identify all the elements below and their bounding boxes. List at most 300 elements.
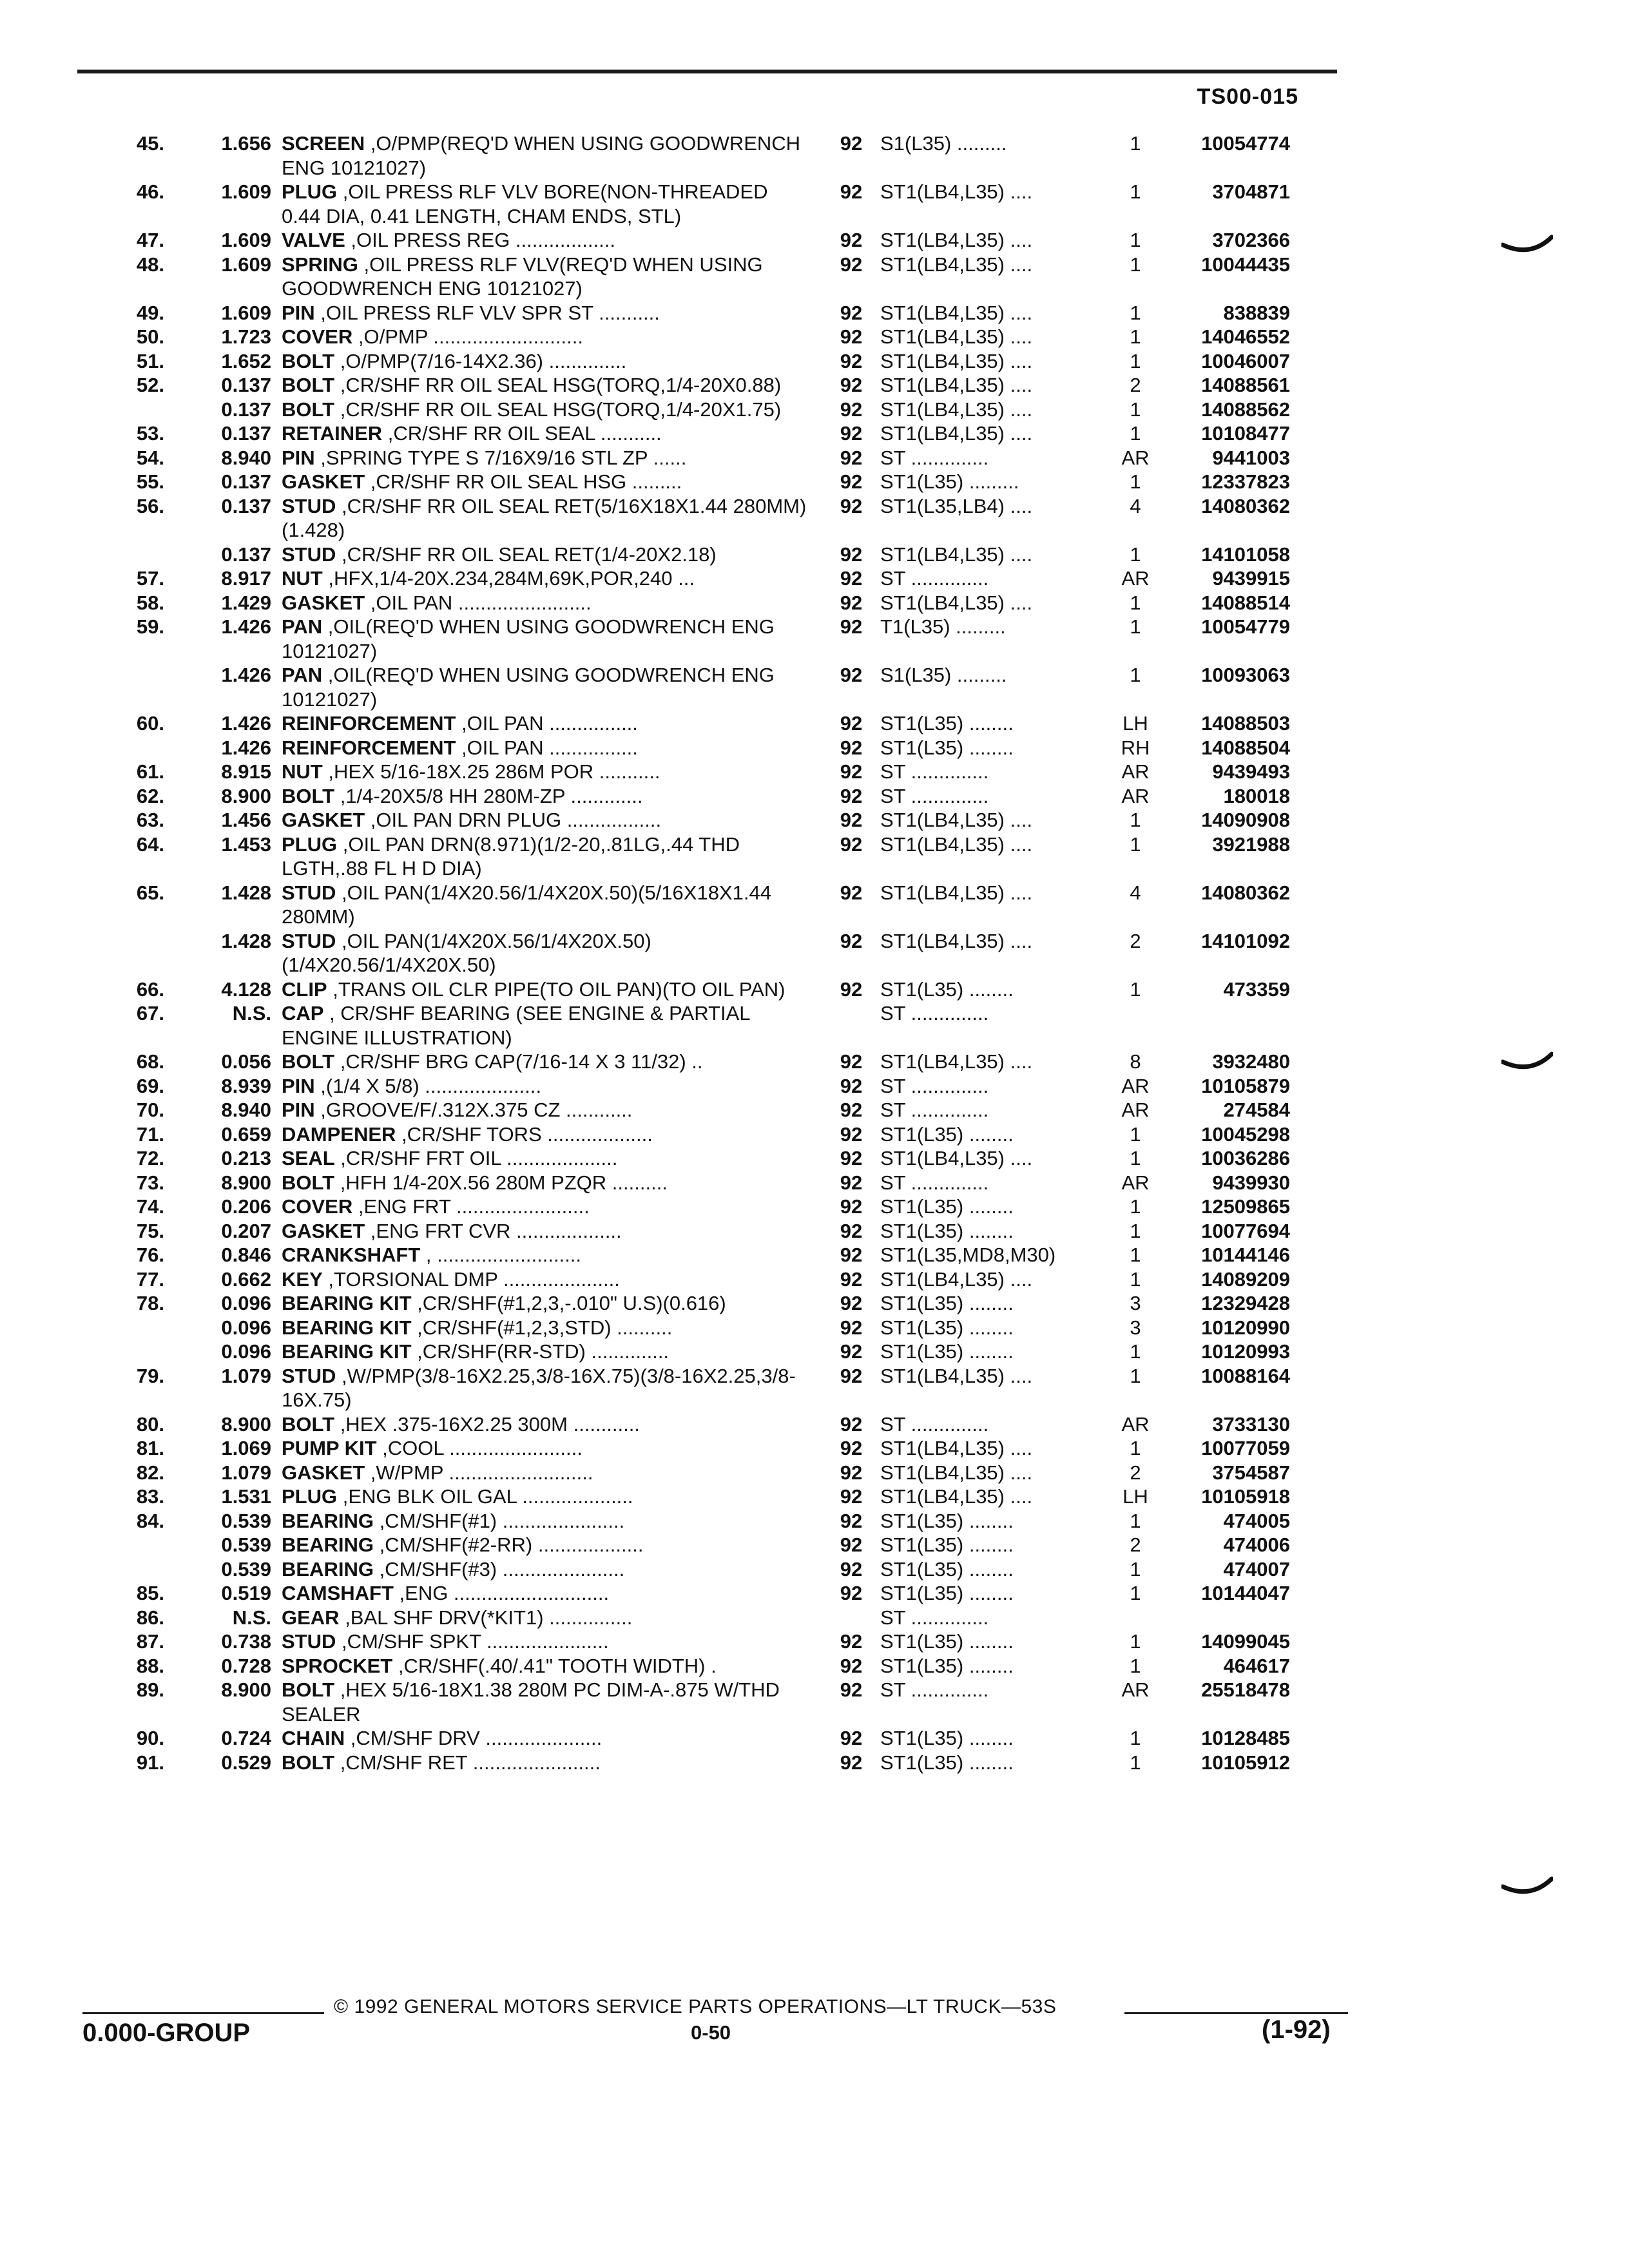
model-year: 92: [840, 1412, 863, 1436]
part-row: [90, 1436, 1353, 1461]
quantity: 1: [1130, 229, 1141, 251]
quantity: 1: [1130, 1244, 1141, 1266]
group-number: 0.539: [221, 1557, 271, 1581]
group-number: 0.519: [221, 1582, 271, 1604]
vehicle-model: ST ..............: [880, 1099, 989, 1121]
vehicle-model: ST1(LB4,L35) ....: [880, 881, 1033, 904]
group-number: 1.069: [221, 1437, 271, 1459]
part-name: BOLT: [282, 349, 335, 372]
group-number: 0.529: [221, 1751, 271, 1774]
binding-hole-mark-bottom: [1501, 1875, 1553, 1901]
part-number: 14080362: [1201, 881, 1290, 904]
part-description: [282, 1195, 831, 1219]
ref-number: 82.: [136, 1461, 164, 1484]
vehicle-model: ST1(LB4,L35) ....: [880, 1364, 1033, 1387]
vehicle-model: ST ..............: [880, 1678, 989, 1701]
quantity: 2: [1130, 1533, 1141, 1556]
ref-number: 72.: [136, 1147, 164, 1169]
group-number: 0.096: [221, 1340, 271, 1363]
part-number: 274584: [1223, 1099, 1290, 1121]
part-description: [282, 784, 831, 809]
part-detail: ,ENG FRT CVR ...................: [365, 1219, 622, 1242]
part-row: [90, 1001, 1353, 1050]
part-row: [90, 1195, 1353, 1219]
part-name: BEARING KIT: [282, 1340, 412, 1363]
part-row: [90, 977, 1353, 1002]
part-number: 10036286: [1201, 1147, 1290, 1169]
ref-number: 56.: [136, 494, 164, 517]
part-number: 12509865: [1201, 1195, 1290, 1218]
part-number: 14099045: [1201, 1630, 1290, 1653]
vehicle-model: ST1(LB4,L35) ....: [880, 374, 1033, 396]
part-name: BOLT: [282, 784, 335, 807]
model-year: 92: [840, 664, 863, 686]
part-description: [282, 832, 831, 881]
group-number: 0.659: [221, 1122, 271, 1146]
quantity: AR: [1121, 1074, 1150, 1097]
part-number: 10144047: [1201, 1582, 1290, 1604]
part-detail: ,CR/SHF RR OIL SEAL HSG .........: [365, 470, 682, 493]
part-detail: ,O/PMP(7/16-14X2.36) ..............: [334, 349, 627, 372]
part-name: KEY: [282, 1267, 323, 1291]
part-name: CRANKSHAFT: [282, 1244, 421, 1266]
ref-number: 64.: [136, 832, 164, 856]
ref-number: 61.: [136, 760, 164, 783]
vehicle-model: ST1(LB4,L35) ....: [880, 325, 1033, 348]
part-number: 14089209: [1201, 1267, 1290, 1291]
part-number: 14088503: [1201, 712, 1290, 735]
group-number: 0.137: [221, 494, 271, 517]
ref-number: 68.: [136, 1050, 164, 1073]
group-number: 0.213: [221, 1147, 271, 1169]
part-number: 10105879: [1201, 1074, 1290, 1097]
part-row: [90, 1606, 1353, 1630]
ref-number: 74.: [136, 1195, 164, 1218]
model-year: 92: [840, 229, 863, 251]
ref-number: 63.: [136, 809, 164, 831]
model-year: 92: [840, 1292, 863, 1314]
model-year: 92: [840, 1630, 863, 1653]
part-detail: ,OIL PRESS RLF VLV BORE(NON-THREADED 0.44 DIA, 0.41 LENGTH, CHAM ENDS, STL): [282, 180, 768, 227]
part-name: GASKET: [282, 1219, 365, 1242]
part-detail: ,O/PMP ...........................: [352, 325, 583, 348]
footer-rule-right: [1124, 2012, 1348, 2014]
vehicle-model: ST1(LB4,L35) ....: [880, 1485, 1033, 1508]
part-description: [282, 977, 831, 1002]
part-row: [90, 591, 1353, 615]
part-row: [90, 760, 1353, 784]
part-row: [90, 373, 1353, 398]
quantity: 1: [1130, 470, 1141, 493]
part-name: REINFORCEMENT: [282, 736, 456, 759]
vehicle-model: ST1(L35) ........: [880, 1654, 1014, 1677]
part-name: BOLT: [282, 1050, 335, 1073]
vehicle-model: ST ..............: [880, 760, 989, 783]
model-year: 92: [840, 1195, 863, 1218]
model-year: 92: [840, 591, 863, 614]
part-name: PIN: [282, 1099, 315, 1121]
group-number: 0.056: [221, 1050, 271, 1073]
part-number: 10046007: [1201, 349, 1290, 372]
part-number: 474006: [1223, 1533, 1290, 1556]
model-year: 92: [840, 132, 863, 155]
part-detail: ,CR/SHF BRG CAP(7/16-14 X 3 11/32) ..: [334, 1050, 703, 1073]
part-row: [90, 1557, 1353, 1582]
vehicle-model: ST1(L35) ........: [880, 1292, 1014, 1314]
part-name: BEARING: [282, 1533, 374, 1556]
group-number: 1.426: [221, 664, 271, 686]
part-row: [90, 421, 1353, 446]
part-number: 12329428: [1201, 1292, 1290, 1314]
part-name: DAMPENER: [282, 1122, 396, 1146]
part-detail: ,1/4-20X5/8 HH 280M-ZP .............: [334, 784, 643, 807]
part-number: 3704871: [1212, 180, 1290, 203]
group-number: 0.137: [221, 543, 271, 566]
part-description: [282, 349, 831, 374]
part-number: 12337823: [1201, 470, 1290, 493]
part-number: 10054774: [1201, 132, 1290, 155]
vehicle-model: ST1(LB4,L35) ....: [880, 253, 1033, 276]
group-number: N.S.: [232, 1002, 271, 1024]
part-name: PAN: [282, 664, 323, 686]
vehicle-model: ST1(LB4,L35) ....: [880, 1050, 1033, 1073]
part-number: 9439915: [1212, 567, 1290, 590]
part-number: 14088562: [1201, 398, 1290, 421]
ref-number: 48.: [136, 253, 164, 276]
part-name: PIN: [282, 446, 315, 469]
ref-number: 58.: [136, 591, 164, 614]
vehicle-model: ST1(L35,MD8,M30): [880, 1244, 1056, 1266]
part-description: [282, 1654, 831, 1678]
part-description: [282, 180, 831, 228]
part-number: 10144146: [1201, 1244, 1290, 1266]
part-number: 474005: [1223, 1509, 1290, 1532]
part-number: 10054779: [1201, 615, 1290, 638]
part-description: [282, 760, 831, 784]
vehicle-model: ST1(L35) ........: [880, 736, 1014, 759]
part-name: GASKET: [282, 470, 365, 493]
vehicle-model: ST1(L35) ........: [880, 1219, 1014, 1242]
part-row: [90, 180, 1353, 228]
quantity: 1: [1130, 1751, 1141, 1774]
model-year: 92: [840, 567, 863, 590]
part-row: [90, 1412, 1353, 1437]
part-detail: ,BAL SHF DRV(*KIT1) ...............: [339, 1606, 633, 1629]
quantity: AR: [1121, 784, 1150, 807]
part-description: [282, 398, 831, 422]
top-rule: [77, 70, 1337, 73]
quantity: 1: [1130, 1219, 1141, 1242]
ref-number: 62.: [136, 784, 164, 807]
part-number: 3754587: [1212, 1461, 1290, 1484]
group-number: 1.609: [221, 253, 271, 276]
part-row: [90, 1364, 1353, 1412]
group-label: 0.000-GROUP: [82, 2019, 251, 2047]
page-id: TS00-015: [1197, 84, 1298, 109]
quantity: 1: [1130, 1654, 1141, 1677]
group-number: 0.137: [221, 398, 271, 421]
part-description: [282, 1509, 831, 1533]
model-year: 92: [840, 1316, 863, 1339]
quantity: 1: [1130, 1195, 1141, 1218]
vehicle-model: ST1(LB4,L35) ....: [880, 301, 1033, 324]
part-number: 10077059: [1201, 1437, 1290, 1459]
ref-number: 86.: [136, 1606, 164, 1629]
part-description: [282, 1461, 831, 1485]
part-name: SPRING: [282, 253, 358, 276]
quantity: AR: [1121, 760, 1150, 783]
part-name: SCREEN: [282, 132, 365, 155]
model-year: 92: [840, 784, 863, 807]
group-number: 8.900: [221, 1171, 271, 1194]
part-name: REINFORCEMENT: [282, 712, 456, 735]
part-row: [90, 566, 1353, 591]
part-description: [282, 1316, 831, 1340]
binding-hole-mark-middle: [1501, 1050, 1553, 1076]
group-number: 1.079: [221, 1461, 271, 1484]
part-detail: ,ENG ............................: [393, 1582, 610, 1604]
part-description: [282, 1243, 831, 1267]
part-row: [90, 832, 1353, 881]
part-number: 14088561: [1201, 374, 1290, 396]
part-detail: ,OIL PRESS RLF VLV(REQ'D WHEN USING GOODWRENCH ENG 10121027): [282, 253, 763, 300]
part-row: [90, 253, 1353, 301]
model-year: 92: [840, 1267, 863, 1291]
group-number: 1.531: [221, 1485, 271, 1508]
quantity: 1: [1130, 1557, 1141, 1581]
quantity: 1: [1130, 832, 1141, 856]
group-number: 1.426: [221, 712, 271, 735]
ref-number: 71.: [136, 1122, 164, 1146]
part-description: [282, 591, 831, 615]
part-row: [90, 1726, 1353, 1751]
parts-list: [90, 131, 1353, 1774]
quantity: 1: [1130, 325, 1141, 348]
part-number: 10120990: [1201, 1316, 1290, 1339]
part-detail: ,OIL PAN DRN(8.971)(1/2-20,.81LG,.44 THD LGTH,.88 FL H D DIA): [282, 832, 740, 879]
vehicle-model: ST1(L35) ........: [880, 1751, 1014, 1774]
ref-number: 81.: [136, 1437, 164, 1459]
part-description: [282, 446, 831, 470]
ref-number: 46.: [136, 180, 164, 203]
part-description: [282, 1557, 831, 1582]
vehicle-model: ST1(LB4,L35) ....: [880, 543, 1033, 566]
group-number: 1.609: [221, 180, 271, 203]
ref-number: 75.: [136, 1219, 164, 1242]
part-number: 3932480: [1212, 1050, 1290, 1073]
group-number: 0.539: [221, 1509, 271, 1532]
part-number: 14090908: [1201, 809, 1290, 831]
part-detail: ,HFH 1/4-20X.56 280M PZQR ..........: [334, 1171, 668, 1194]
model-year: 92: [840, 1244, 863, 1266]
vehicle-model: ST ..............: [880, 1074, 989, 1097]
part-row: [90, 1533, 1353, 1557]
quantity: 1: [1130, 977, 1141, 1001]
part-description: [282, 325, 831, 349]
part-description: [282, 1412, 831, 1437]
part-row: [90, 1654, 1353, 1678]
part-number: 14088504: [1201, 736, 1290, 759]
quantity: 1: [1130, 591, 1141, 614]
ref-number: 87.: [136, 1630, 164, 1653]
part-number: 14101058: [1201, 543, 1290, 566]
part-description: [282, 1291, 831, 1316]
part-row: [90, 1461, 1353, 1485]
part-row: [90, 1243, 1353, 1267]
part-description: [282, 301, 831, 325]
group-number: 1.652: [221, 349, 271, 372]
part-number: 9441003: [1212, 446, 1290, 469]
part-row: [90, 1485, 1353, 1509]
vehicle-model: ST1(L35) ........: [880, 1316, 1014, 1339]
part-detail: ,OIL PAN DRN PLUG .................: [365, 809, 662, 831]
part-detail: ,SPRING TYPE S 7/16X9/16 STL ZP ......: [314, 446, 687, 469]
group-number: 0.662: [221, 1267, 271, 1291]
part-description: [282, 1581, 831, 1606]
ref-number: 67.: [136, 1002, 164, 1024]
part-number: 10088164: [1201, 1364, 1290, 1387]
part-name: NUT: [282, 567, 323, 590]
ref-number: 90.: [136, 1727, 164, 1749]
part-row: [90, 228, 1353, 253]
part-name: BEARING: [282, 1509, 374, 1532]
quantity: 1: [1130, 1147, 1141, 1169]
part-name: BOLT: [282, 1751, 335, 1774]
model-year: 92: [840, 374, 863, 396]
part-name: BOLT: [282, 374, 335, 396]
quantity: 3: [1130, 1316, 1141, 1339]
part-detail: , ..........................: [420, 1244, 582, 1266]
part-row: [90, 543, 1353, 567]
part-number: 474007: [1223, 1557, 1290, 1581]
part-name: STUD: [282, 1630, 336, 1653]
part-description: [282, 1050, 831, 1074]
vehicle-model: ST1(LB4,L35) ....: [880, 1437, 1033, 1459]
part-detail: ,OIL PAN ................: [456, 712, 638, 735]
part-name: BOLT: [282, 1171, 335, 1194]
vehicle-model: ST1(LB4,L35) ....: [880, 1147, 1033, 1169]
ref-number: 54.: [136, 446, 164, 469]
part-detail: ,HFX,1/4-20X.234,284M,69K,POR,240 ...: [322, 567, 695, 590]
part-row: [90, 711, 1353, 736]
group-number: 8.917: [221, 567, 271, 590]
model-year: 92: [840, 1219, 863, 1242]
vehicle-model: ST1(L35) ........: [880, 1727, 1014, 1749]
part-name: VALVE: [282, 229, 345, 251]
ref-number: 45.: [136, 132, 164, 155]
model-year: 92: [840, 1074, 863, 1097]
quantity: 1: [1130, 664, 1141, 686]
ref-number: 80.: [136, 1412, 164, 1436]
part-number: 473359: [1223, 977, 1290, 1001]
part-description: [282, 470, 831, 494]
part-row: [90, 1171, 1353, 1195]
group-number: 8.900: [221, 784, 271, 807]
quantity: 1: [1130, 301, 1141, 324]
quantity: 1: [1130, 1340, 1141, 1363]
part-name: BEARING KIT: [282, 1292, 412, 1314]
model-year: 92: [840, 1509, 863, 1532]
quantity: AR: [1121, 446, 1150, 469]
part-description: [282, 421, 831, 446]
part-detail: ,CM/SHF(#3) ......................: [373, 1557, 625, 1581]
vehicle-model: ST1(L35) ........: [880, 1340, 1014, 1363]
vehicle-model: ST1(L35) .........: [880, 470, 1019, 493]
part-detail: , CR/SHF BEARING (SEE ENGINE & PARTIAL ENGINE ILLUSTRATION): [282, 1002, 750, 1049]
part-description: [282, 1219, 831, 1244]
quantity: 1: [1130, 1727, 1141, 1749]
group-number: 1.453: [221, 832, 271, 856]
part-detail: ,W/PMP(3/8-16X2.25,3/8-16X.75)(3/8-16X2.25,3/8-16X.75): [282, 1364, 796, 1411]
part-number: 9439930: [1212, 1171, 1290, 1194]
quantity: AR: [1121, 567, 1150, 590]
revision-date: (1-92): [1262, 2015, 1331, 2044]
part-row: [90, 398, 1353, 422]
group-number: 8.900: [221, 1412, 271, 1436]
group-number: 1.428: [221, 929, 271, 952]
group-number: 1.609: [221, 301, 271, 324]
part-detail: ,GROOVE/F/.312X.375 CZ ............: [314, 1099, 633, 1121]
part-detail: ,COOL ........................: [376, 1437, 583, 1459]
quantity: 1: [1130, 132, 1141, 155]
vehicle-model: ST1(LB4,L35) ....: [880, 349, 1033, 372]
part-row: [90, 301, 1353, 325]
part-name: PAN: [282, 615, 323, 638]
vehicle-model: ST1(LB4,L35) ....: [880, 1267, 1033, 1291]
group-number: 1.656: [221, 132, 271, 155]
model-year: 92: [840, 1171, 863, 1194]
copyright-notice: © 1992 GENERAL MOTORS SERVICE PARTS OPERATIONS—LT TRUCK—53S: [334, 1996, 1057, 2017]
ref-number: 79.: [136, 1364, 164, 1387]
part-detail: ,OIL PRESS REG ..................: [345, 229, 615, 251]
part-row: [90, 1751, 1353, 1775]
part-number: 9439493: [1212, 760, 1290, 783]
vehicle-model: ST1(LB4,L35) ....: [880, 398, 1033, 421]
part-detail: ,CR/SHF FRT OIL ....................: [334, 1147, 618, 1169]
group-number: 0.846: [221, 1244, 271, 1266]
part-detail: ,CR/SHF(#1,2,3,-.010" U.S)(0.616): [411, 1292, 726, 1314]
part-description: [282, 1074, 831, 1099]
part-detail: ,CR/SHF RR OIL SEAL RET(5/16X18X1.44 280MM)(1.428): [282, 494, 807, 541]
part-row: [90, 446, 1353, 470]
vehicle-model: ST ..............: [880, 784, 989, 807]
part-description: [282, 543, 831, 567]
part-name: RETAINER: [282, 422, 383, 445]
quantity: 8: [1130, 1050, 1141, 1073]
part-row: [90, 1050, 1353, 1074]
model-year: 92: [840, 325, 863, 348]
quantity: 1: [1130, 1122, 1141, 1146]
part-detail: ,OIL PRESS RLF VLV SPR ST ...........: [314, 301, 660, 324]
part-number: 10108477: [1201, 422, 1290, 445]
part-number: 10105918: [1201, 1485, 1290, 1508]
part-row: [90, 1146, 1353, 1171]
group-number: 1.079: [221, 1364, 271, 1387]
part-description: [282, 253, 831, 301]
model-year: 92: [840, 977, 863, 1001]
part-number: 14088514: [1201, 591, 1290, 614]
part-row: [90, 131, 1353, 180]
part-detail: ,HEX .375-16X2.25 300M ............: [334, 1412, 640, 1436]
part-row: [90, 615, 1353, 663]
ref-number: 51.: [136, 349, 164, 372]
part-name: BOLT: [282, 1412, 335, 1436]
part-detail: ,CR/SHF TORS ...................: [396, 1122, 653, 1146]
quantity: 1: [1130, 809, 1141, 831]
part-description: [282, 228, 831, 253]
part-name: CHAIN: [282, 1727, 345, 1749]
quantity: 1: [1130, 398, 1141, 421]
